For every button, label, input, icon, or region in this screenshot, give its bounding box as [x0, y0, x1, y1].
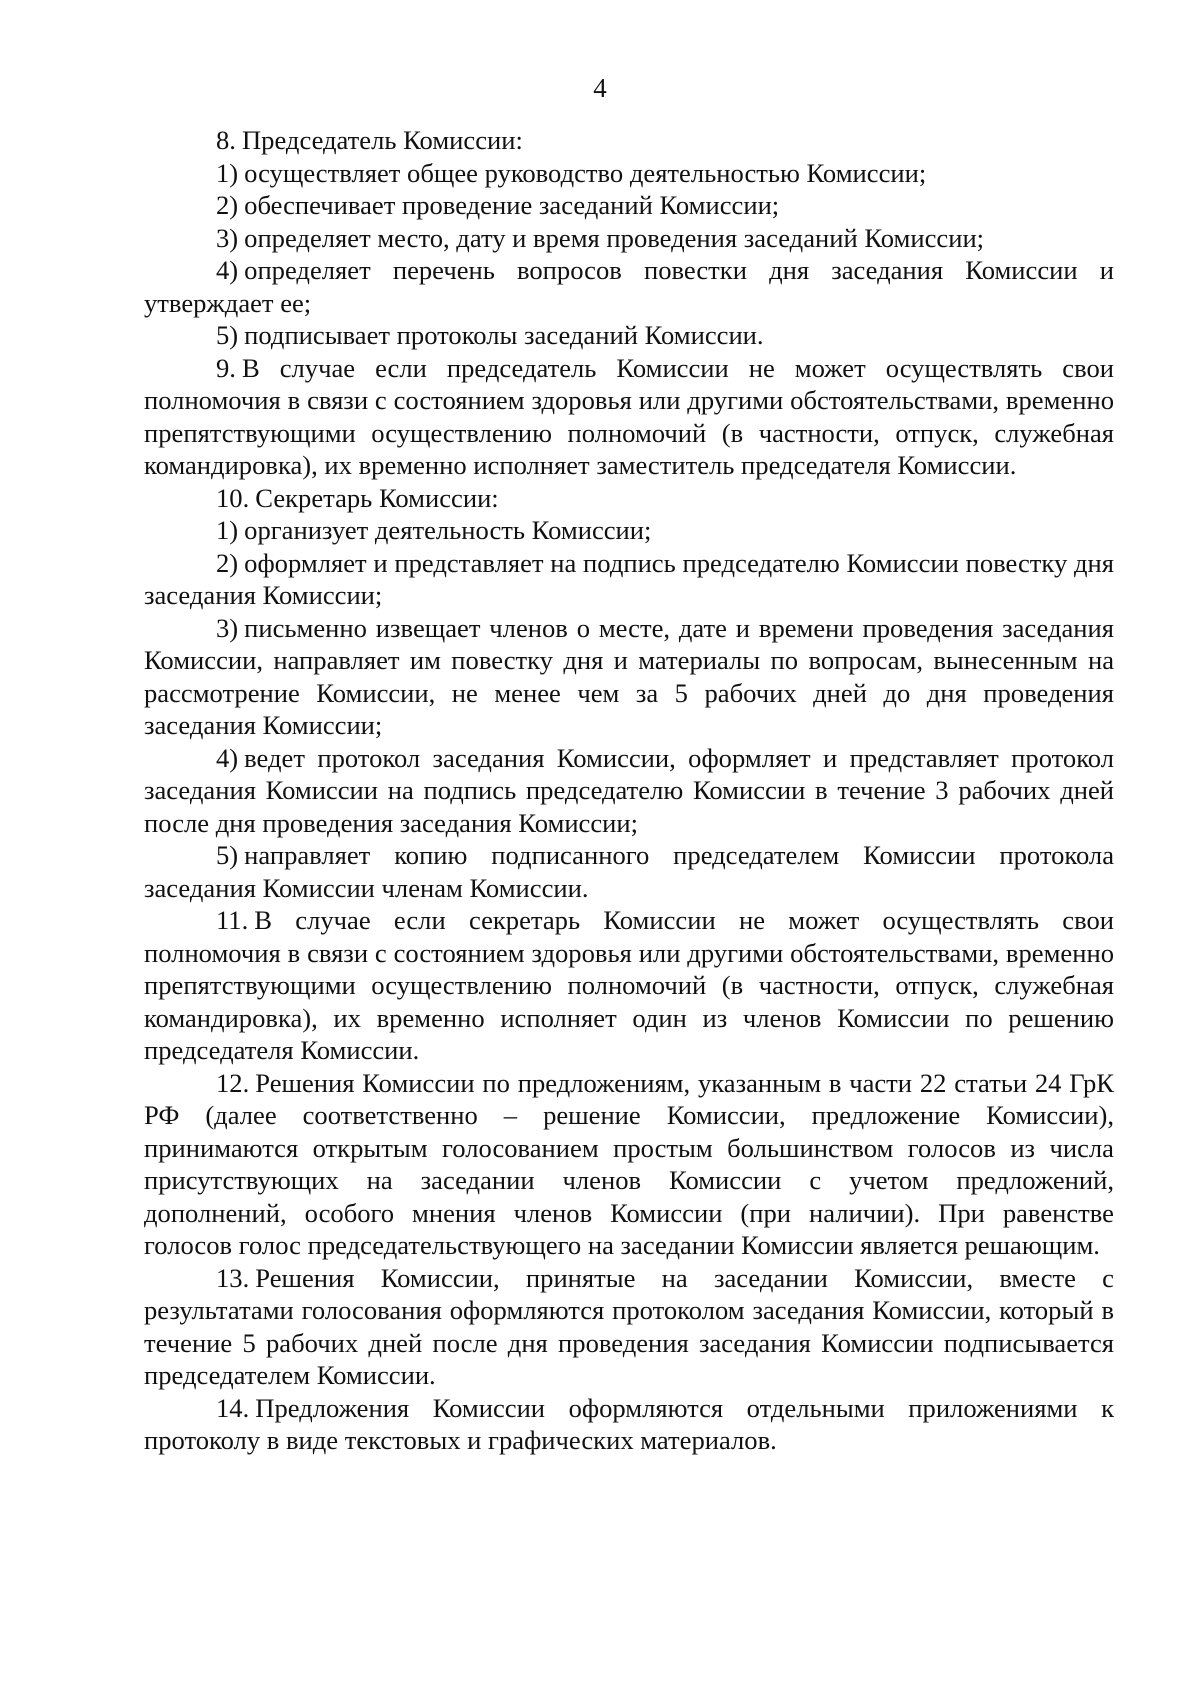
paragraph-number: 11. [216, 905, 249, 935]
paragraph-10-item-3 [144, 612, 1114, 742]
paragraph-11 [144, 904, 1114, 1067]
paragraph-number: 8. [216, 125, 236, 155]
paragraph-text: Решения Комиссии, принятые на заседании Комиссии, вместе с результатами голосования оформляются протоколом заседания Комиссии, который в течение 5 рабочих дней после дня проведения заседания Комиссии подписывается председателем Комиссии. [144, 1262, 1114, 1390]
paragraph-text: Председатель Комиссии: [241, 125, 523, 155]
paragraph-text: В случае если председатель Комиссии не может осуществлять свои полномочия в связи с состоянием здоровья или другими обстоятельствами, временно препятствующими осуществлению полномочий (в частности, отпуск, служебная командировка), их временно исполняет заместитель председателя Комиссии. [144, 352, 1114, 480]
paragraph-number: 2) [216, 190, 239, 220]
paragraph-8-item-5 [144, 319, 1114, 352]
paragraph-8 [144, 124, 1114, 157]
paragraph-text: Решения Комиссии по предложениям, указанным в части 22 статьи 24 ГрК РФ (далее соответственно – решение Комиссии, предложение Комиссии), принимаются открытым голосованием простым большинством голосов из числа присутствующих на заседании членов Комиссии с учетом предложений, дополнений, особого мнения членов Комиссии (при наличии). При равенстве голосов голос председательствующего на заседании Комиссии является решающим. [144, 1067, 1114, 1260]
paragraph-number: 12. [216, 1067, 250, 1098]
paragraph-text: определяет место, дату и время проведения заседаний Комиссии; [244, 222, 985, 253]
paragraph-text: Предложения Комиссии оформляются отдельными приложениями к протоколу в виде текстовых и графических материалов. [144, 1392, 1114, 1455]
paragraph-number: 3) [216, 612, 239, 643]
paragraph-number: 4) [216, 255, 239, 285]
paragraph-9 [144, 352, 1114, 482]
paragraph-10-item-1 [144, 514, 1114, 547]
paragraph-10-item-4 [144, 742, 1114, 840]
paragraph-number: 3) [216, 222, 239, 253]
paragraph-12 [144, 1067, 1114, 1262]
paragraph-number: 1) [216, 157, 239, 188]
paragraph-13 [144, 1262, 1114, 1392]
paragraph-text: обеспечивает проведение заседаний Комиссии; [244, 190, 780, 220]
paragraph-number: 5) [216, 840, 239, 870]
document-body [144, 124, 1114, 1457]
paragraph-8-item-4 [144, 254, 1114, 319]
paragraph-10 [144, 482, 1114, 515]
paragraph-number: 13. [216, 1262, 250, 1293]
paragraph-text: направляет копию подписанного председателем Комиссии протокола заседания Комиссии членам Комиссии. [144, 840, 1114, 903]
paragraph-text: ведет протокол заседания Комиссии, оформляет и представляет протокол заседания Комиссии на подпись председателю Комиссии в течение 3 рабочих дней после дня проведения заседания Комиссии; [144, 742, 1114, 838]
page-number: 4 [593, 73, 607, 103]
paragraph-number: 4) [216, 742, 239, 773]
paragraph-number: 2) [216, 547, 239, 578]
paragraph-8-item-2 [144, 189, 1114, 222]
paragraph-number: 14. [216, 1392, 250, 1423]
paragraph-text: письменно извещает членов о месте, дате и времени проведения заседания Комиссии, направляет им повестку дня и материалы по вопросам, вынесенным на рассмотрение Комиссии, не менее чем за 5 рабочих дней до дня проведения заседания Комиссии; [144, 612, 1114, 740]
paragraph-number: 10. [216, 482, 250, 513]
paragraph-10-item-5 [144, 839, 1114, 904]
paragraph-8-item-1 [144, 157, 1114, 190]
paragraph-text: осуществляет общее руководство деятельностью Комиссии; [244, 157, 927, 188]
paragraph-number: 5) [216, 320, 239, 350]
paragraph-number: 9. [216, 352, 236, 383]
paragraph-text: организует деятельность Комиссии; [244, 515, 652, 545]
paragraph-8-item-3 [144, 222, 1114, 255]
paragraph-text: подписывает протоколы заседаний Комиссии. [244, 320, 764, 350]
paragraph-number: 1) [216, 515, 239, 545]
paragraph-text: Секретарь Комиссии: [255, 482, 499, 513]
paragraph-14 [144, 1392, 1114, 1457]
paragraph-text: оформляет и представляет на подпись председателю Комиссии повестку дня заседания Комиссии; [144, 547, 1114, 610]
paragraph-text: В случае если секретарь Комиссии не может осуществлять свои полномочия в связи с состоянием здоровья или другими обстоятельствами, временно препятствующими осуществлению полномочий (в частности, отпуск, служебная командировка), их временно исполняет один из членов Комиссии по решению председателя Комиссии. [144, 905, 1114, 1065]
paragraph-10-item-2 [144, 547, 1114, 612]
paragraph-text: определяет перечень вопросов повестки дня заседания Комиссии и утверждает ее; [144, 255, 1114, 318]
